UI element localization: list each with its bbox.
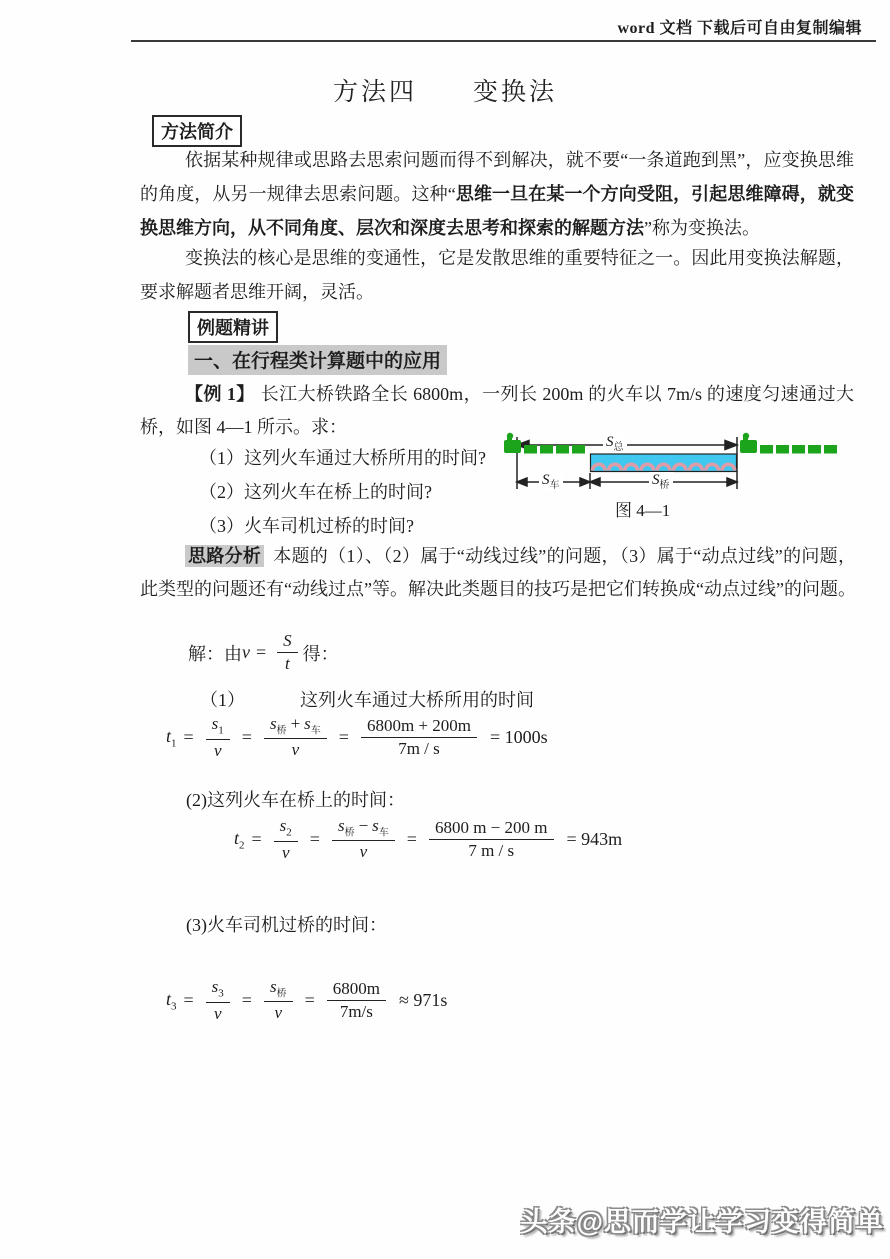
equals-sign: = [256, 642, 267, 663]
eq2-equals-2: = [309, 828, 320, 849]
eq2-fraction-3 [429, 818, 554, 862]
eq2-f2-num-a: s [337, 816, 345, 836]
intro-paragraph-1-pre: 依据某种规律或思路去思索问题而得不到解决，就不要“一条道跑到黑”，应变换思维的角度，从另一规律去思索问题。这种“ [140, 150, 854, 204]
figure-label-train-var: S [542, 472, 550, 488]
eq3-lhs-sub: 3 [171, 1000, 177, 1013]
eq1-f2-den: v [291, 740, 300, 760]
eq1-equals-1: = [183, 726, 194, 747]
eq1-equals-3: = [338, 726, 349, 747]
intro-paragraph-2: 变换法的核心是思维的变通性，它是发散思维的重要特征之一。因此用变换法解题，要求解题者思维开阔，灵活。 [140, 248, 854, 302]
figure-label-train [539, 472, 563, 491]
eq2-lhs [234, 828, 245, 852]
bridge-figure [503, 429, 851, 524]
eq1-f2-operator: + [290, 714, 301, 734]
eq2-lhs-var: t [234, 827, 240, 848]
eq1-f1-num-sub: 1 [218, 724, 224, 737]
equation-2 [234, 816, 622, 863]
eq1-f2-num-b: s [304, 714, 311, 734]
section-1-title: 一、在行程类计算题中的应用 [188, 345, 447, 375]
eq2-f3-num: 6800 m − 200 m [429, 818, 554, 840]
figure-label-bridge [649, 472, 673, 491]
eq3-f2-num-a-sub: 桥 [276, 988, 287, 1000]
eq3-f2-den: v [274, 1003, 283, 1023]
example-1-statement: 长江大桥铁路全长 6800m，一列长 200m 的火车以 7m/s 的速度匀速通过大桥，如图 4—1 所示。求： [140, 384, 855, 437]
figure-label-train-sub: 车 [549, 480, 560, 491]
header-divider [131, 40, 876, 42]
eq1-lhs-sub: 1 [171, 737, 177, 750]
figure-label-total-var: S [606, 434, 614, 450]
figure-label-bridge-var: S [652, 472, 660, 488]
eq2-lhs-sub: 2 [239, 839, 245, 852]
eq2-fraction-1 [274, 816, 298, 863]
eq1-f1-num: s [211, 714, 219, 733]
eq2-f2-num-b: s [372, 816, 379, 836]
eq3-lhs-var: t [166, 988, 172, 1009]
figure-caption: 图 4—1 [615, 501, 671, 520]
eq1-lhs [166, 726, 177, 750]
var-t: t [285, 654, 290, 674]
solution-item-1-number: （1） [200, 690, 245, 710]
solution-item-1-text: 这列火车通过大桥所用的时间 [300, 690, 534, 710]
eq1-f2-num-a: s [269, 714, 277, 734]
equation-3 [166, 977, 447, 1024]
eq1-f2-num-a-sub: 桥 [276, 725, 287, 737]
eq3-fraction-3 [327, 979, 386, 1023]
page-title: 方法四 变换法 [332, 79, 557, 106]
eq2-f1-num: s [279, 816, 287, 835]
eq1-fraction-1 [206, 714, 230, 761]
figure-label-total-sub: 总 [613, 442, 624, 453]
eq2-equals-3: = [406, 828, 417, 849]
eq2-fraction-2 [332, 816, 395, 863]
eq3-equals-3: = [304, 989, 315, 1010]
question-item-2: （2）这列火车在桥上的时间? [199, 482, 432, 502]
train-right-icon [740, 433, 837, 454]
eq1-f3-num: 6800m + 200m [361, 716, 477, 738]
solution-lead-line [188, 631, 339, 675]
eq2-f2-num-b-sub: 车 [378, 827, 389, 839]
eq1-equals-2: = [241, 726, 252, 747]
eq3-fraction-2 [264, 977, 293, 1024]
eq3-f3-num: 6800m [327, 979, 386, 1001]
eq2-f2-operator: − [358, 816, 369, 836]
intro-paragraph-1-post: ”称为变换法。 [644, 218, 760, 238]
analysis-paragraph [140, 540, 856, 606]
eq3-fraction-1 [206, 977, 230, 1024]
example-1-questions [199, 441, 486, 543]
solution-lead-tail: 得： [302, 643, 339, 664]
var-v: v [242, 642, 250, 663]
solution-item-1 [200, 686, 534, 712]
eq3-lhs [166, 989, 177, 1013]
eq2-f1-num-sub: 2 [286, 826, 292, 839]
figure-label-bridge-sub: 桥 [659, 480, 670, 491]
eq1-f2-num-b-sub: 车 [310, 725, 321, 737]
intro-paragraph-1 [140, 143, 854, 245]
eq3-f1-num-sub: 3 [218, 987, 224, 1000]
eq1-fraction-2 [264, 714, 327, 761]
header-note: word 文档 下载后可自由复制编辑 [617, 20, 862, 37]
eq1-f3-den: 7m / s [398, 738, 440, 758]
eq3-equals-1: = [183, 989, 194, 1010]
intro-section-label: 方法简介 [152, 115, 242, 147]
eq1-f1-den: v [213, 740, 222, 760]
intro-paragraph-1-bold: 思维一旦在某一个方向受阻，引起思维障碍，就变换思维方向，从不同角度、层次和深度去思考和探索的解题方法 [140, 184, 854, 238]
eq2-f1-den: v [281, 842, 290, 862]
figure-label-total [603, 434, 627, 453]
eq2-f3-den: 7 m / s [468, 840, 515, 860]
fraction-s-over-t [277, 631, 298, 675]
solution-item-3: (3)火车司机过桥的时间： [186, 915, 387, 935]
question-item-1: （1）这列火车通过大桥所用的时间? [199, 448, 486, 468]
eq2-result: = 943m [566, 828, 623, 849]
eq3-f3-den: 7m/s [339, 1001, 373, 1021]
eq1-result: = 1000s [490, 726, 548, 747]
eq2-equals-1: = [251, 828, 262, 849]
eq2-f2-num-a-sub: 桥 [344, 827, 355, 839]
solution-lead: 解：由 [188, 643, 242, 664]
eq1-lhs-var: t [166, 725, 172, 746]
solution-item-2: (2)这列火车在桥上的时间： [186, 790, 405, 810]
train-left-icon [504, 433, 585, 454]
eq3-f1-num: s [211, 977, 219, 996]
analysis-text: 本题的（1）、（2）属于“动线过线”的问题，（3）属于“动点过线”的问题，此类型的问题还有“动线过点”等。解决此类题目的技巧是把它们转换成“动点过线”的问题。 [140, 546, 856, 599]
examples-section-label: 例题精讲 [188, 311, 278, 343]
eq3-result: ≈ 971s [398, 989, 448, 1010]
eq3-f2-num-a: s [269, 977, 277, 997]
question-item-3: （3）火车司机过桥的时间? [199, 516, 414, 536]
eq3-f1-den: v [213, 1003, 222, 1023]
watermark: 头条@思而学让学习变得简单 [520, 1207, 884, 1237]
eq1-fraction-3 [361, 716, 477, 760]
eq2-f2-den: v [359, 842, 368, 862]
eq3-equals-2: = [241, 989, 252, 1010]
analysis-label: 思路分析 [185, 545, 264, 567]
example-1-tag: 【例 1】 [185, 384, 255, 404]
bridge-icon [591, 454, 737, 472]
var-S: S [283, 631, 292, 650]
equation-1 [166, 714, 548, 761]
